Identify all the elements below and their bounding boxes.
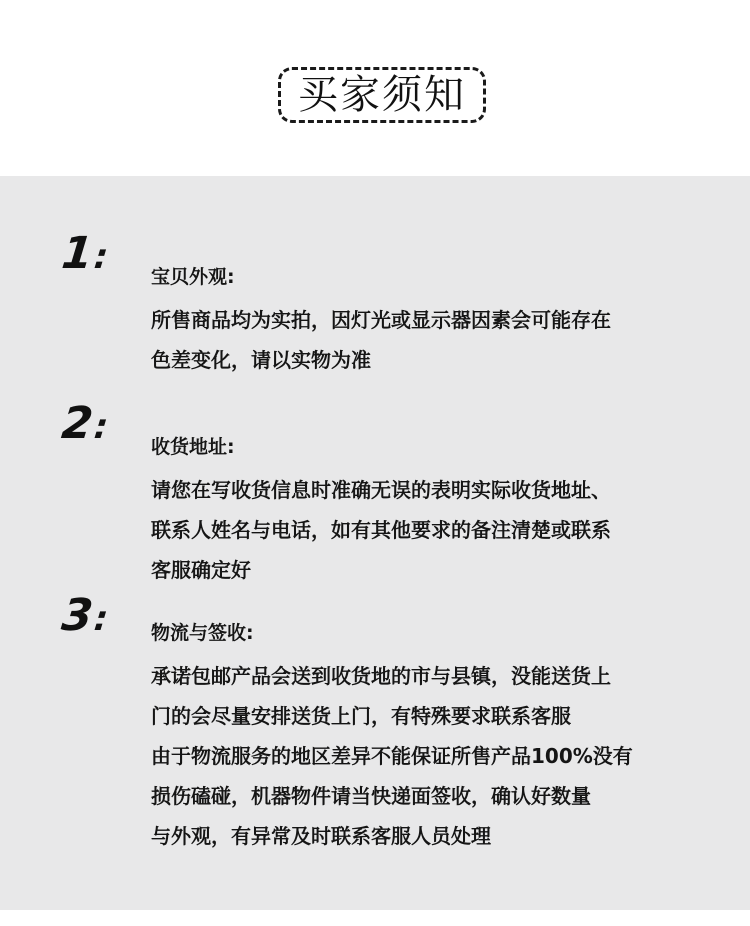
page-title: 买家须知 [298,72,466,118]
section-2-line: 请您在写收货信息时准确无误的表明实际收货地址、 [151,478,611,502]
section-2-number-colon: : [92,407,111,447]
section-3-number-digit: 3 [59,590,96,641]
section-3-line: 承诺包邮产品会送到收货地的市与县镇，没能送货上 [151,664,611,688]
section-2-number-digit: 2 [59,398,96,449]
section-1-heading: 宝贝外观: [151,266,235,288]
section-2-block [151,434,731,582]
section-1-number-digit: 1 [59,228,96,279]
section-1-number-colon: : [92,237,111,277]
section-3-block [151,620,731,848]
section-2-line: 联系人姓名与电话，如有其他要求的备注清楚或联系 [151,518,611,542]
title-dashed-frame [278,67,486,123]
section-2-heading: 收货地址: [151,436,235,458]
section-3-number [59,590,111,641]
section-1-block [151,264,731,372]
section-3-line: 由于物流服务的地区差异不能保证所售产品100%没有 [151,744,633,768]
section-3-heading: 物流与签收: [151,622,254,644]
section-2-number [59,398,111,449]
section-3-number-colon: : [92,599,111,639]
section-1-line: 所售商品均为实拍，因灯光或显示器因素会可能存在 [151,308,611,332]
section-1-number [59,228,111,279]
notice-panel [0,176,750,910]
section-3-line: 门的会尽量安排送货上门，有特殊要求联系客服 [151,704,571,728]
footer-strip [0,910,750,926]
section-1-line: 色差变化，请以实物为准 [151,348,371,372]
section-3-line: 与外观，有异常及时联系客服人员处理 [151,824,491,848]
header [0,0,750,176]
section-3-line: 损伤磕碰，机器物件请当快递面签收，确认好数量 [151,784,591,808]
section-2-line: 客服确定好 [151,558,251,582]
